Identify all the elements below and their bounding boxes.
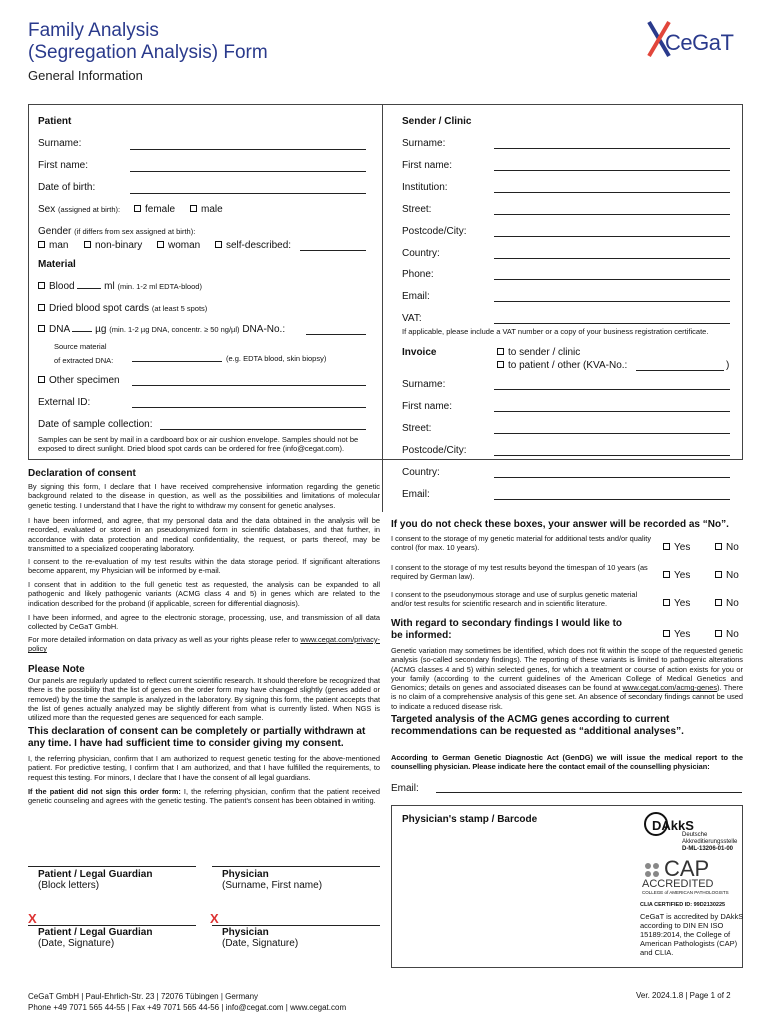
consent-p4: I consent that in addition to the full genetic test as requested, the analysis can be expanded to all pathogenic and likely pathogenic variants (ACMG class 4 and 5) in genes which are related to the indication described for the proband (if applicable, screen for differential diagnosis). xyxy=(28,580,380,608)
clia-id: CLIA CERTIFIED ID: 99D2130225 xyxy=(640,902,726,908)
checkbox-icon[interactable] xyxy=(215,241,222,248)
sig-line-physician-signature[interactable] xyxy=(212,925,380,926)
sex-male-checkbox[interactable]: male xyxy=(190,204,223,215)
sig2-label: Physician (Surname, First name) xyxy=(222,869,323,891)
option-q3: I consent to the pseudonymous storage and use of surplus genetic material and/or test results for scientific research and in scientific literature. xyxy=(391,590,638,609)
sender-postcode-label: Postcode/City: xyxy=(402,226,467,237)
option-q1: I consent to the storage of my genetic material for additional tests and/or quality control (for max. 10 years). xyxy=(391,534,652,553)
kva-no-field[interactable] xyxy=(636,370,724,371)
checkbox-icon[interactable] xyxy=(663,543,670,550)
sender-phone-label: Phone: xyxy=(402,269,434,280)
q1-yes-checkbox[interactable]: Yes xyxy=(663,542,690,553)
sign-here-mark-physician: X xyxy=(210,911,219,926)
accreditation-text: CeGaT is accredited by DAkkS according to DIN EN ISO 15189:2014, the College of American Pathologists (CAP) and CLIA. xyxy=(640,912,744,957)
sig1-label: Patient / Legal Guardian (Block letters) xyxy=(38,869,153,891)
counselling-email-field[interactable] xyxy=(436,792,742,793)
gender-man-checkbox[interactable]: man xyxy=(38,240,68,251)
footer-version: Ver. 2024.1.8 | Page 1 of 2 xyxy=(636,991,731,1000)
date-collection-label: Date of sample collection: xyxy=(38,419,153,430)
column-divider xyxy=(382,104,383,512)
checkbox-icon[interactable] xyxy=(663,599,670,606)
checkbox-icon[interactable] xyxy=(715,599,722,606)
sender-postcode-field[interactable] xyxy=(494,236,730,237)
source-material-field[interactable] xyxy=(132,361,222,362)
patient-firstname-field[interactable] xyxy=(130,171,366,172)
consent-p2: I have been informed, and agree, that my personal data and the data obtained in the analysis will be recorded, evaluated or stored in an pseudonymized form in scientific databases, and that further, in accordance with data protection and medical confidentiality, the request, or parts thereof, may be transmitted to a specialized cooperating laboratory. xyxy=(28,516,380,553)
sender-vat-field[interactable] xyxy=(494,323,730,324)
patient-firstname-label: First name: xyxy=(38,160,89,171)
other-specimen-checkbox[interactable]: Other specimen xyxy=(38,375,120,386)
checkbox-icon[interactable] xyxy=(38,282,45,289)
kva-close-paren: ) xyxy=(726,360,730,371)
gender-row: Gender (if differs from sex assigned at birth): xyxy=(38,226,196,237)
dbs-checkbox[interactable]: Dried blood spot cards (at least 5 spots) xyxy=(38,303,207,314)
checkbox-icon[interactable] xyxy=(84,241,91,248)
sender-surname-field[interactable] xyxy=(494,148,730,149)
withdraw-statement: This declaration of consent can be completely or partially withdrawn at any time. I have had sufficient time to consider giving my consent. xyxy=(28,726,366,749)
consent-p3: I consent to the re-evaluation of my test results within the data storage period. If significant alterations become apparent, my Physician will be informed by e-mail. xyxy=(28,557,380,576)
please-note-text: Our panels are regularly updated to reflect current scientific research. It should therefore be recognized that there is the possibility that the list of genes on the order form may have changed slightly (genes added or removed) by the time the sample is analyzed in the laboratory. By signing this form, the patient accepts that the list of genes actually analyzed may be slightly different from what is currently listed. When NGS is utilized more than the requested genes are sequenced for each sample. xyxy=(28,676,380,723)
secondary-yes-checkbox[interactable]: Yes xyxy=(663,629,690,640)
checkbox-icon[interactable] xyxy=(38,376,45,383)
q2-no-checkbox[interactable]: No xyxy=(715,570,739,581)
sender-institution-field[interactable] xyxy=(494,192,730,193)
sex-row: Sex (assigned at birth): xyxy=(38,204,121,215)
sender-firstname-label: First name: xyxy=(402,160,453,171)
consent-p1: By signing this form, I declare that I have received comprehensive information regarding the genetic background related to the disease in question, as well as the possibilities and limitations of molecular genetic testing. I understand that I have the right to withdraw my consent for genetic analyses. xyxy=(28,482,380,510)
patient-surname-field[interactable] xyxy=(130,149,366,150)
gendg-note: According to German Genetic Diagnostic Act (GenDG) we will issue the medical report to the counselling physician. Please indicate here the contact email of the counselling physician: xyxy=(391,753,743,772)
patient-dob-label: Date of birth: xyxy=(38,182,96,193)
checkbox-icon[interactable] xyxy=(38,241,45,248)
q1-no-checkbox[interactable]: No xyxy=(715,542,739,553)
options-heading: If you do not check these boxes, your answer will be recorded as “No”. xyxy=(391,519,729,530)
checkbox-icon[interactable] xyxy=(190,205,197,212)
invoice-country-label: Country: xyxy=(402,467,440,478)
consent-p5: I have been informed, and agree to the electronic storage, processing, use, and transmission of all data collected by CeGaT GmbH. xyxy=(28,613,380,632)
gender-selfdescribed-checkbox[interactable]: self-described: xyxy=(215,240,291,251)
sender-country-label: Country: xyxy=(402,248,440,259)
sign-here-mark-patient: X xyxy=(28,911,37,926)
invoice-heading: Invoice xyxy=(402,347,437,358)
consent-heading: Declaration of consent xyxy=(28,468,136,479)
invoice-postcode-field[interactable] xyxy=(494,455,730,456)
checkbox-icon[interactable] xyxy=(715,571,722,578)
sender-surname-label: Surname: xyxy=(402,138,446,149)
vat-note: If applicable, please include a VAT number or a copy of your business registration certificate. xyxy=(402,327,709,336)
sender-street-field[interactable] xyxy=(494,214,730,215)
dna-no-field[interactable] xyxy=(306,334,366,335)
sender-institution-label: Institution: xyxy=(402,182,448,193)
cap-logo: CAP ACCREDITED COLLEGE of AMERICAN PATHOLOGISTS xyxy=(642,856,729,895)
secondary-findings-heading: With regard to secondary findings I would like to be informed: xyxy=(391,618,623,641)
targeted-analysis-note: Targeted analysis of the ACMG genes according to current recommendations can be requested as “additional analyses”. xyxy=(391,714,684,737)
checkbox-icon[interactable] xyxy=(715,543,722,550)
sender-email-field[interactable] xyxy=(494,301,730,302)
material-heading: Material xyxy=(38,259,76,270)
sender-email-label: Email: xyxy=(402,291,430,302)
footer-address: CeGaT GmbH | Paul-Ehrlich-Str. 23 | 72076 Tübingen | Germany Phone +49 7071 565 44-55 | Fax +49 7071 565 44-56 | info@cegat.com | www.cegat.com xyxy=(28,992,347,1012)
not-signed-text: If the patient did not sign this order form: I, the referring physician, confirm that the patient received genetic counseling and agrees with the genetic testing. The patient's consent has been obtained in writing. xyxy=(28,787,381,806)
invoice-patient-checkbox[interactable]: to patient / other (KVA-No.: xyxy=(497,360,627,371)
sender-heading: Sender / Clinic xyxy=(402,116,472,127)
invoice-street-field[interactable] xyxy=(494,433,730,434)
checkbox-icon[interactable] xyxy=(497,361,504,368)
blood-ml-field[interactable] xyxy=(77,288,101,289)
sex-female-checkbox[interactable]: female xyxy=(134,204,175,215)
self-described-field[interactable] xyxy=(300,250,366,251)
gender-woman-checkbox[interactable]: woman xyxy=(157,240,200,251)
sender-country-field[interactable] xyxy=(494,258,730,259)
dakks-logo: DAkkS Deutsche Akkreditierungsstelle D-ML-13206-01-00 xyxy=(640,810,740,858)
secondary-no-checkbox[interactable]: No xyxy=(715,629,739,640)
invoice-email-label: Email: xyxy=(402,489,430,500)
sig4-label: Physician (Date, Signature) xyxy=(222,927,299,949)
sender-street-label: Street: xyxy=(402,204,432,215)
sender-vat-label: VAT: xyxy=(402,313,422,324)
date-collection-field[interactable] xyxy=(160,429,366,430)
checkbox-icon[interactable] xyxy=(663,571,670,578)
checkbox-icon[interactable] xyxy=(715,630,722,637)
page-subtitle: General Information xyxy=(28,68,143,83)
acmg-genes-link[interactable]: www.cegat.com/acmg-genes xyxy=(622,683,718,693)
invoice-postcode-label: Postcode/City: xyxy=(402,445,467,456)
samples-note: Samples can be sent by mail in a cardboard box or air cushion envelope. Samples should not be exposed to direct sunlight. Dried blood spot cards can be ordered for free (info@cegat.com). xyxy=(38,435,359,453)
referring-physician-text: I, the referring physician, confirm that I am authorized to request genetic testing for the above-mentioned patient. For predictive testing, I confirm that I am authorized, and that I have fulfilled the requirements, to request this testing. For minors, I declare that I have the consent of all legal guardians. xyxy=(28,754,380,782)
cegat-logo: CeGaT xyxy=(645,18,745,60)
q3-yes-checkbox[interactable]: Yes xyxy=(663,598,690,609)
privacy-policy-link[interactable]: www.cegat.com/privacy-policy xyxy=(28,635,380,654)
sig-line-patient-signature[interactable] xyxy=(28,925,196,926)
sig-line-physician-name[interactable] xyxy=(212,866,380,867)
checkbox-icon[interactable] xyxy=(38,325,45,332)
blood-checkbox[interactable]: Blood ml (min. 1-2 ml EDTA-blood) xyxy=(38,281,202,292)
checkbox-icon[interactable] xyxy=(497,348,504,355)
source-material-label: Source material of extracted DNA: xyxy=(54,342,114,365)
q3-no-checkbox[interactable]: No xyxy=(715,598,739,609)
sig-line-block-letters[interactable] xyxy=(28,866,196,867)
invoice-surname-field[interactable] xyxy=(494,389,730,390)
stamp-heading: Physician's stamp / Barcode xyxy=(402,814,538,825)
checkbox-icon[interactable] xyxy=(134,205,141,212)
source-material-example: (e.g. EDTA blood, skin biopsy) xyxy=(226,354,327,363)
please-note-heading: Please Note xyxy=(28,664,85,675)
sig3-label: Patient / Legal Guardian (Date, Signature) xyxy=(38,927,153,949)
external-id-field[interactable] xyxy=(132,407,366,408)
q2-yes-checkbox[interactable]: Yes xyxy=(663,570,690,581)
sender-firstname-field[interactable] xyxy=(494,170,730,171)
page-title: Family Analysis (Segregation Analysis) Form xyxy=(28,20,268,63)
secondary-findings-text: Genetic variation may sometimes be identified, which does not fit within the scope of the requested genetic analysis (so-called secondary findings). The reporting of these variants is limited to pathogenic alterations (ACMG classes 4 and 5) within selected genes, for which a treatment or course of action exists for you or your family (according to the current guidelines of the American College of Medical Genetics and Genomics; details on genes and associated diseases can be found at www.cegat.com/acmg-genes). There is no claim of a comprehensive analysis of this gene set. An absence of secondary findings cannot be used to indicate a reduced disease risk. xyxy=(391,646,743,711)
dna-checkbox[interactable]: DNA µg (min. 1-2 µg DNA, concentr. ≥ 50 ng/µl) DNA-No.: xyxy=(38,324,285,335)
gender-nonbinary-checkbox[interactable]: non-binary xyxy=(84,240,142,251)
option-q2: I consent to the storage of my test results beyond the timespan of 10 years (as required by German law). xyxy=(391,563,648,582)
sender-phone-field[interactable] xyxy=(494,279,730,280)
patient-heading: Patient xyxy=(38,116,72,127)
patient-surname-label: Surname: xyxy=(38,138,82,149)
invoice-country-field[interactable] xyxy=(494,477,730,478)
invoice-street-label: Street: xyxy=(402,423,432,434)
external-id-label: External ID: xyxy=(38,397,91,408)
invoice-email-field[interactable] xyxy=(494,499,730,500)
other-specimen-field[interactable] xyxy=(132,385,366,386)
checkbox-icon[interactable] xyxy=(38,304,45,311)
dna-ug-field[interactable] xyxy=(72,331,92,332)
checkbox-icon[interactable] xyxy=(157,241,164,248)
invoice-firstname-field[interactable] xyxy=(494,411,730,412)
consent-p6: For more detailed information on data privacy as well as your rights please refer to www.cegat.com/privacy-policy xyxy=(28,635,380,654)
invoice-firstname-label: First name: xyxy=(402,401,453,412)
counselling-email-label: Email: xyxy=(391,783,419,794)
invoice-sender-checkbox[interactable]: to sender / clinic xyxy=(497,347,580,358)
patient-dob-field[interactable] xyxy=(130,193,366,194)
checkbox-icon[interactable] xyxy=(663,630,670,637)
invoice-surname-label: Surname: xyxy=(402,379,446,390)
